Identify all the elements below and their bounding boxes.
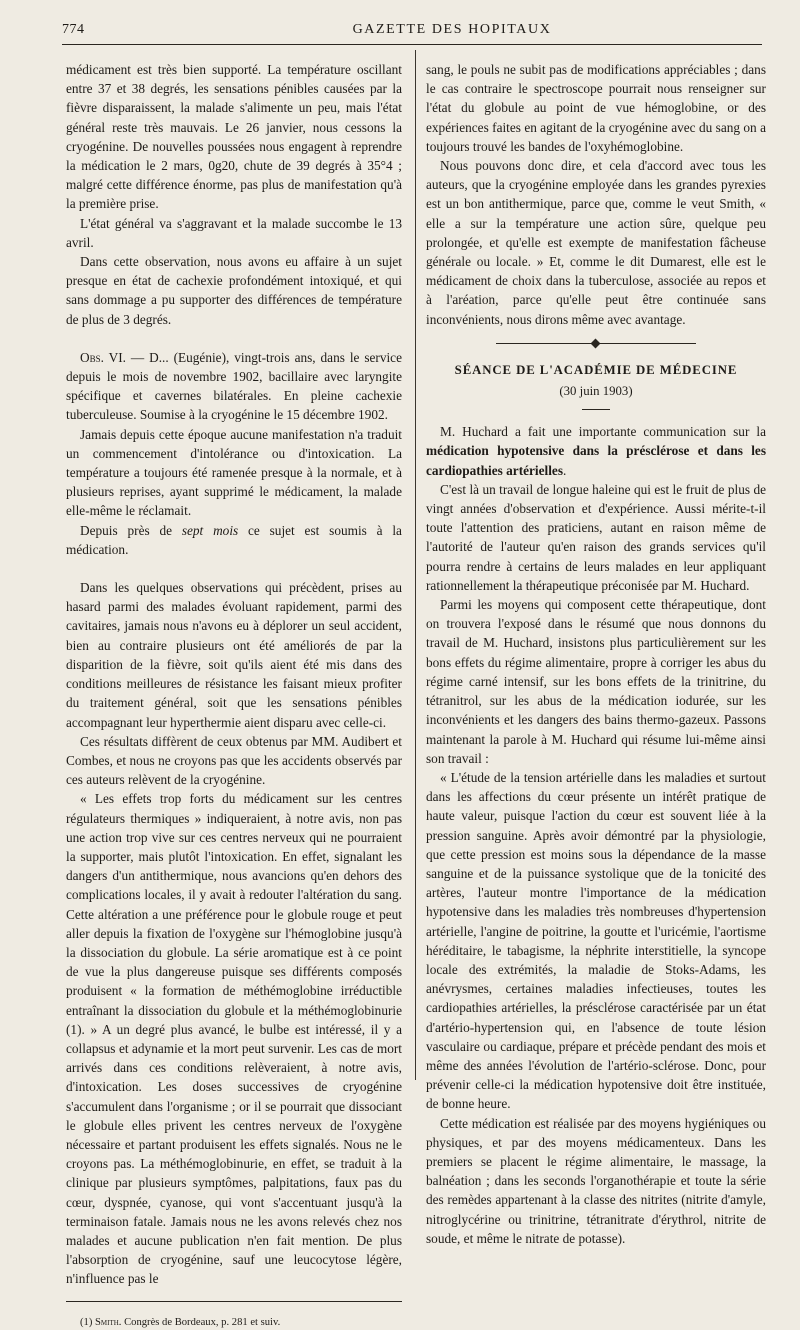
section-date: (30 juin 1903) <box>559 384 633 399</box>
paragraph: sang, le pouls ne subit pas de modifications appréciables ; dans le cas contraire le spectroscope pourrait nous renseigner sur l'état du globule au point de vue hémoglobine, or des expériences faites en agitant de la cryogénine avec du sang on a toujours trouvé les bandes de l'oxyhémoglobine. <box>426 62 766 154</box>
text-run: M. Huchard a fait une importante communication sur la <box>440 424 766 440</box>
paragraph: Cette médication est réalisée par des moyens hygiéniques ou physiques, et par des moyens médicamenteux. Dans les premiers se placent le régime alimentaire, le massage, la balnéation ; dans les seconds l'organothérapie et toute la série des remèdes appartenant à la classe des nitrites (nitrite d'amyle, nitroglycérine ou trinitrine, tétranitrate d'érythrol, nitrite de soude, et même le nitrate de potasse). <box>426 1115 766 1246</box>
page-number: 774 <box>62 22 85 37</box>
short-rule <box>582 409 610 410</box>
paragraph: Dans cette observation, nous avons eu affaire à un sujet presque en état de cachexie profondément intoxiqué, et qui sans dommage a pu supporter des différences de température de plus de 3 degrés. <box>66 254 402 327</box>
text-run: ce sujet est soumis à la médication. <box>66 522 402 557</box>
paragraph: « L'étude de la tension artérielle dans les maladies et surtout dans les affections du cœur présente un intérêt pratique de haute valeur, puisque l'action du cœur est souvent liée à la pression sanguine. Après avoir démontré par la physiologie, que cette pression est moins sous la dépendance de la masse sanguine et de la puissance systolique que de la tonicité des artères, l'auteur montre l'importance de la médication hypotensive dans les maladies très nombreuses d'hypertension artérielle, l'angine de poitrine, la goutte et l'uricémie, l'aortisme héréditaire, le tabagisme, la néphrite interstitielle, la syncope locale des extrémités, la maladie de Stoks-Adams, les anévrysmes, certaines maladies infectieuses, toutes les cardiopathies artérielles, la présclérose caractérisée par un état d'artério-hypertension qui, en l'absence de toute lésion vasculaire ou cardiaque, prépare et précède pendant des mois et même des années l'évolution de l'artério-sclérose. Donc, pour prévenir celle-ci la médication hypotensive doit être instituée, de bonne heure. <box>426 769 766 1112</box>
paragraph: C'est là un travail de longue haleine qui est le fruit de plus de vingt années d'observation et d'expérience. Aussi mérite-t-il toute l'attention des praticiens, autant en raison même de l'autorité de l'auteur qu'en raison des grands services qu'il pourra rendre à certains de leurs malades en leur appliquant rationnellement la thérapeutique préconisée par M. Huchard. <box>426 481 766 593</box>
section-ornament <box>426 337 766 351</box>
page-header <box>62 20 762 42</box>
footnote <box>66 1316 402 1330</box>
observation-text: — D... (Eugénie), vingt-trois ans, dans le service depuis le mois de novembre 1902, bacillaire avec laryngite spécifique et cavernes bilatérales. En pleine cachexie tuberculeuse. Soumise à la cryogénine le 15 décembre 1902. <box>66 349 402 423</box>
paragraph: Ces résultats diffèrent de ceux obtenus par MM. Audibert et Combes, et nous ne croyons pas que les accidents observés par ces auteurs relèvent de la cryogénine. <box>66 733 402 788</box>
footnote-text: . Congrès de Bordeaux, p. 281 et suiv. <box>118 1316 281 1328</box>
paragraph <box>426 422 766 480</box>
column-divider <box>415 50 416 1080</box>
observation-label: Obs. VI. <box>80 349 126 365</box>
paragraph: « Les effets trop forts du médicament sur les centres régulateurs thermiques » indiqueraient, à notre avis, non pas une action trop vive sur ces centres nerveux qui ne pourraient la supporter, mais plutôt l'intoxication. En effet, signalant les dangers d'un antithermique, nous avancions qu'en dehors des complications locales, il y avait à redouter l'altération du sang. Cette altération a une préférence pour le globule rouge et peut aller depuis la fixation de l'oxygène sur l'hémoglobine jusqu'à la dissociation du globule. La série aromatique est à ce point de vue la plus dangereuse puisque ses différents composés produisent « la formation de méthémoglobine irréductible entraînant la dissociation du globule et la méthémoglobinurie (1). » A un degré plus avancé, le bulbe est intéressé, il y a collapsus et adynamie et la mort peut survenir. Les cas de mort arrivés dans ces conditions relèveraient, à notre avis, d'intoxication. Les doses successives de cryogénine s'accumulent dans l'organisme ; or il se pourrait que dissociant le globule elles privent les centres nerveux de l'oxygène nécessaire et partant produisent les effets signalés. Nous ne le croyons pas. La méthémoglobinurie, en effet, se traduit à la clinique par plusieurs symptômes, palpitations, faux pas du cœur, dyspnée, cyanose, qui vont s'accentuant jusqu'à la terminaison fatale. Jamais nous ne les avons relevés chez nos malades et aucune publication n'en fait mention. De plus l'absorption de cryogénine, sauf une leucocytose légère, n'influence pas le <box>66 791 402 1287</box>
footnote-number: (1) <box>80 1316 96 1328</box>
paragraph: Dans les quelques observations qui précèdent, prises au hasard parmi des malades évoluant rapidement, parmi des cavitaires, jamais nous n'avons eu à déplorer un seul accident, bien au contraire plusieurs ont été améliorés de par la disparition de la fièvre, soit qu'ils aient été mis dans des conditions meilleures de résistance les faisant mieux profiter du traitement général, soit que les sensations pénibles accompagnant leur hyperthermie aient disparu avec celle-ci. <box>66 580 402 730</box>
observation-paragraph <box>66 348 402 425</box>
bold-topic: médication hypotensive dans la présclérose et dans les cardiopathies artérielles <box>426 443 766 478</box>
journal-title: GAZETTE DES HOPITAUX <box>352 22 552 37</box>
paragraph: L'état général va s'aggravant et la malade succombe le 13 avril. <box>66 215 402 250</box>
text-run: Depuis près de <box>80 522 182 538</box>
header-rule <box>62 44 762 45</box>
text-run: . <box>563 462 567 478</box>
ornament-diamond-icon <box>591 338 601 348</box>
paragraph: Nous pouvons donc dire, et cela d'accord avec tous les auteurs, que la cryogénine employée dans les grandes pyrexies est un bon antithermique, parce que, comme le veut Smith, « elle a sur la température une action sûre, quelque peu prolongée, et qu'elle est exempte de manifestation fâcheuse générale ou locale. » Et, comme le dit Dumarest, elle est le médicament de choix dans la tuberculose, associée au repos et à l'aréation, parce qu'elle peut être continuée sans inconvénients, nous dirons même avec avantage. <box>426 158 766 327</box>
footnote-author: Smith <box>95 1316 119 1328</box>
paragraph <box>66 521 402 559</box>
emphasis-text: sept mois <box>181 522 239 538</box>
left-column <box>66 60 402 1330</box>
section-title: SÉANCE DE L'ACADÉMIE DE MÉDECINE <box>454 362 738 377</box>
right-column <box>426 60 766 1248</box>
paragraph: Jamais depuis cette époque aucune manifestation n'a traduit un commencement d'intolérance ou d'intoxication. La température a toujours été ramenée presque à la normale, et à plusieurs reprises, ayant supprimé le médicament, la malade elle-même le réclamait. <box>66 426 402 519</box>
footnote-rule <box>66 1301 402 1302</box>
paragraph: Parmi les moyens qui composent cette thérapeutique, dont on trouvera l'exposé dans le résumé que nous donnons du travail de M. Huchard, insistons plus particulièrement sur les bons effets du régime alimentaire, propre à corriger les abus du régime carné intensif, sur les bons effets de la trinitrine, du tétranitrol, sur les abus de la médication iodurée, sur les inconvénients et les dangers des bains thermo-gazeux. Passons maintenant la parole à M. Huchard qui résume lui-même ainsi son travail : <box>426 597 766 766</box>
paragraph: médicament est très bien supporté. La température oscillant entre 37 et 38 degrés, les sensations pénibles causées par la fièvre disparaissent, la malade s'alimente un peu, mais l'état général reste très mauvais. Le 26 janvier, nous cessons la cryogénine. De nouvelles poussées nous engagent à reprendre la médication le 2 mars, 0g20, chute de 39 degrés à 35°4 ; malgré cette différence énorme, pas plus de manifestation qu'à la première prise. <box>66 62 402 212</box>
